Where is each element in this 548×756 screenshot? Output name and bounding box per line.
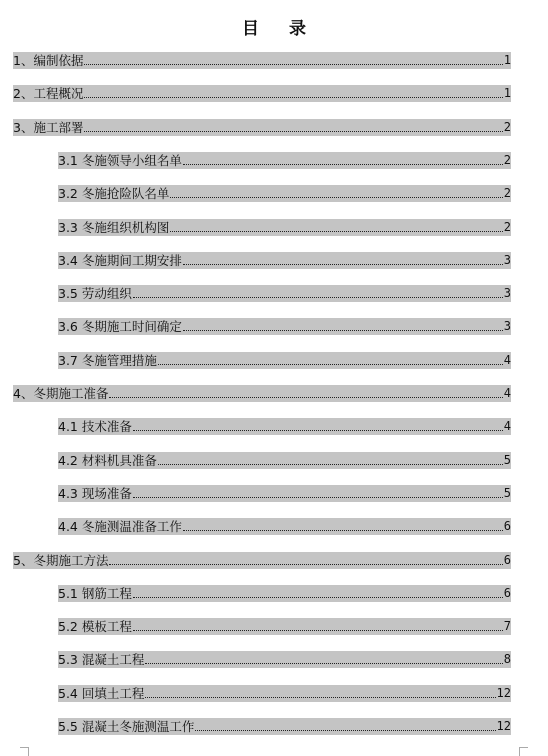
toc-entry[interactable] [58, 518, 511, 535]
toc-page-number: 3 [503, 319, 511, 333]
toc-entry-text: 4.2 材料机具准备 [58, 453, 157, 468]
toc-entry[interactable] [58, 285, 511, 302]
toc-entry-text: 3.3 冬施组织机构图 [58, 220, 170, 235]
toc-leader [109, 564, 502, 565]
toc-entry[interactable] [13, 85, 511, 102]
toc-leader [158, 464, 503, 465]
toc-entry-text: 5.3 混凝土工程 [58, 652, 145, 667]
toc-entry-text: 5.4 回填土工程 [58, 686, 145, 701]
toc-page-number: 1 [503, 53, 511, 67]
toc-page-number: 4 [503, 419, 511, 433]
toc-entry-text: 3.6 冬期施工时间确定 [58, 319, 182, 334]
toc-entry[interactable] [58, 219, 511, 236]
toc-page-number: 6 [503, 586, 511, 600]
toc-entry[interactable] [58, 152, 511, 169]
toc-leader [133, 597, 503, 598]
toc-entry[interactable] [58, 418, 511, 435]
toc-page-number: 2 [503, 153, 511, 167]
toc-leader [183, 164, 503, 165]
toc-leader [84, 131, 502, 132]
toc-page-number: 3 [503, 286, 511, 300]
toc-entry[interactable] [58, 618, 511, 635]
toc-entry[interactable] [58, 252, 511, 269]
toc-leader [145, 697, 495, 698]
toc-leader [170, 197, 502, 198]
toc-entry-text: 3.2 冬施抢险队名单 [58, 186, 170, 201]
toc-page-number: 5 [503, 486, 511, 500]
toc-entry[interactable] [58, 651, 511, 668]
toc-entry-text: 5.2 模板工程 [58, 619, 132, 634]
toc-leader [183, 264, 503, 265]
toc-leader [109, 397, 502, 398]
toc-leader [170, 231, 502, 232]
toc-entry[interactable] [58, 185, 511, 202]
toc-entry-text: 5、冬期施工方法 [13, 553, 109, 568]
toc-page-number: 6 [503, 519, 511, 533]
toc-entry-text: 3、施工部署 [13, 120, 84, 135]
toc-entry-text: 4.4 冬施测温准备工作 [58, 519, 182, 534]
toc-title: 目 录 [242, 19, 318, 39]
toc-entry[interactable] [58, 585, 511, 602]
toc-page-number: 2 [503, 120, 511, 134]
toc-page-number: 6 [503, 553, 511, 567]
toc-page-number: 4 [503, 353, 511, 367]
toc-entry[interactable] [13, 52, 511, 69]
toc-leader [145, 663, 502, 664]
toc-entry-text: 4.1 技术准备 [58, 419, 132, 434]
toc-entry[interactable] [13, 385, 511, 402]
toc-page-number: 12 [496, 686, 511, 700]
toc-entry[interactable] [58, 452, 511, 469]
toc-page-number: 8 [503, 652, 511, 666]
toc-leader [133, 430, 503, 431]
page-corner-mark [20, 747, 29, 756]
toc-entry[interactable] [13, 552, 511, 569]
toc-entry-text: 3.5 劳动组织 [58, 286, 132, 301]
toc-entry[interactable] [58, 685, 511, 702]
toc-entry[interactable] [58, 485, 511, 502]
toc-entry-text: 5.5 混凝土冬施测温工作 [58, 719, 195, 734]
toc-leader [183, 330, 503, 331]
toc-leader [158, 364, 503, 365]
toc-entry[interactable] [58, 718, 511, 735]
toc-page-number: 2 [503, 220, 511, 234]
page-corner-mark [519, 747, 528, 756]
toc-page-number: 4 [503, 386, 511, 400]
toc-entry-text: 1、编制依据 [13, 53, 84, 68]
toc-leader [84, 64, 502, 65]
toc-entry-text: 4.3 现场准备 [58, 486, 132, 501]
toc-page-number: 1 [503, 86, 511, 100]
toc-leader [133, 297, 503, 298]
toc-entry-text: 3.1 冬施领导小组名单 [58, 153, 182, 168]
toc-entry[interactable] [13, 119, 511, 136]
toc-entry-text: 4、冬期施工准备 [13, 386, 109, 401]
toc-page-number: 2 [503, 186, 511, 200]
toc-entry[interactable] [58, 352, 511, 369]
toc-entry-text: 3.4 冬施期间工期安排 [58, 253, 182, 268]
toc-page-number: 3 [503, 253, 511, 267]
toc-entry-text: 3.7 冬施管理措施 [58, 353, 157, 368]
toc-leader [84, 97, 502, 98]
toc-leader [183, 530, 503, 531]
toc-entry[interactable] [58, 318, 511, 335]
toc-page-number: 7 [503, 619, 511, 633]
toc-entry-text: 2、工程概况 [13, 86, 84, 101]
toc-entry-text: 5.1 钢筋工程 [58, 586, 132, 601]
toc-page-number: 5 [503, 453, 511, 467]
toc-leader [133, 630, 503, 631]
toc-page-number: 12 [496, 719, 511, 733]
toc-leader [195, 730, 495, 731]
toc-leader [133, 497, 503, 498]
